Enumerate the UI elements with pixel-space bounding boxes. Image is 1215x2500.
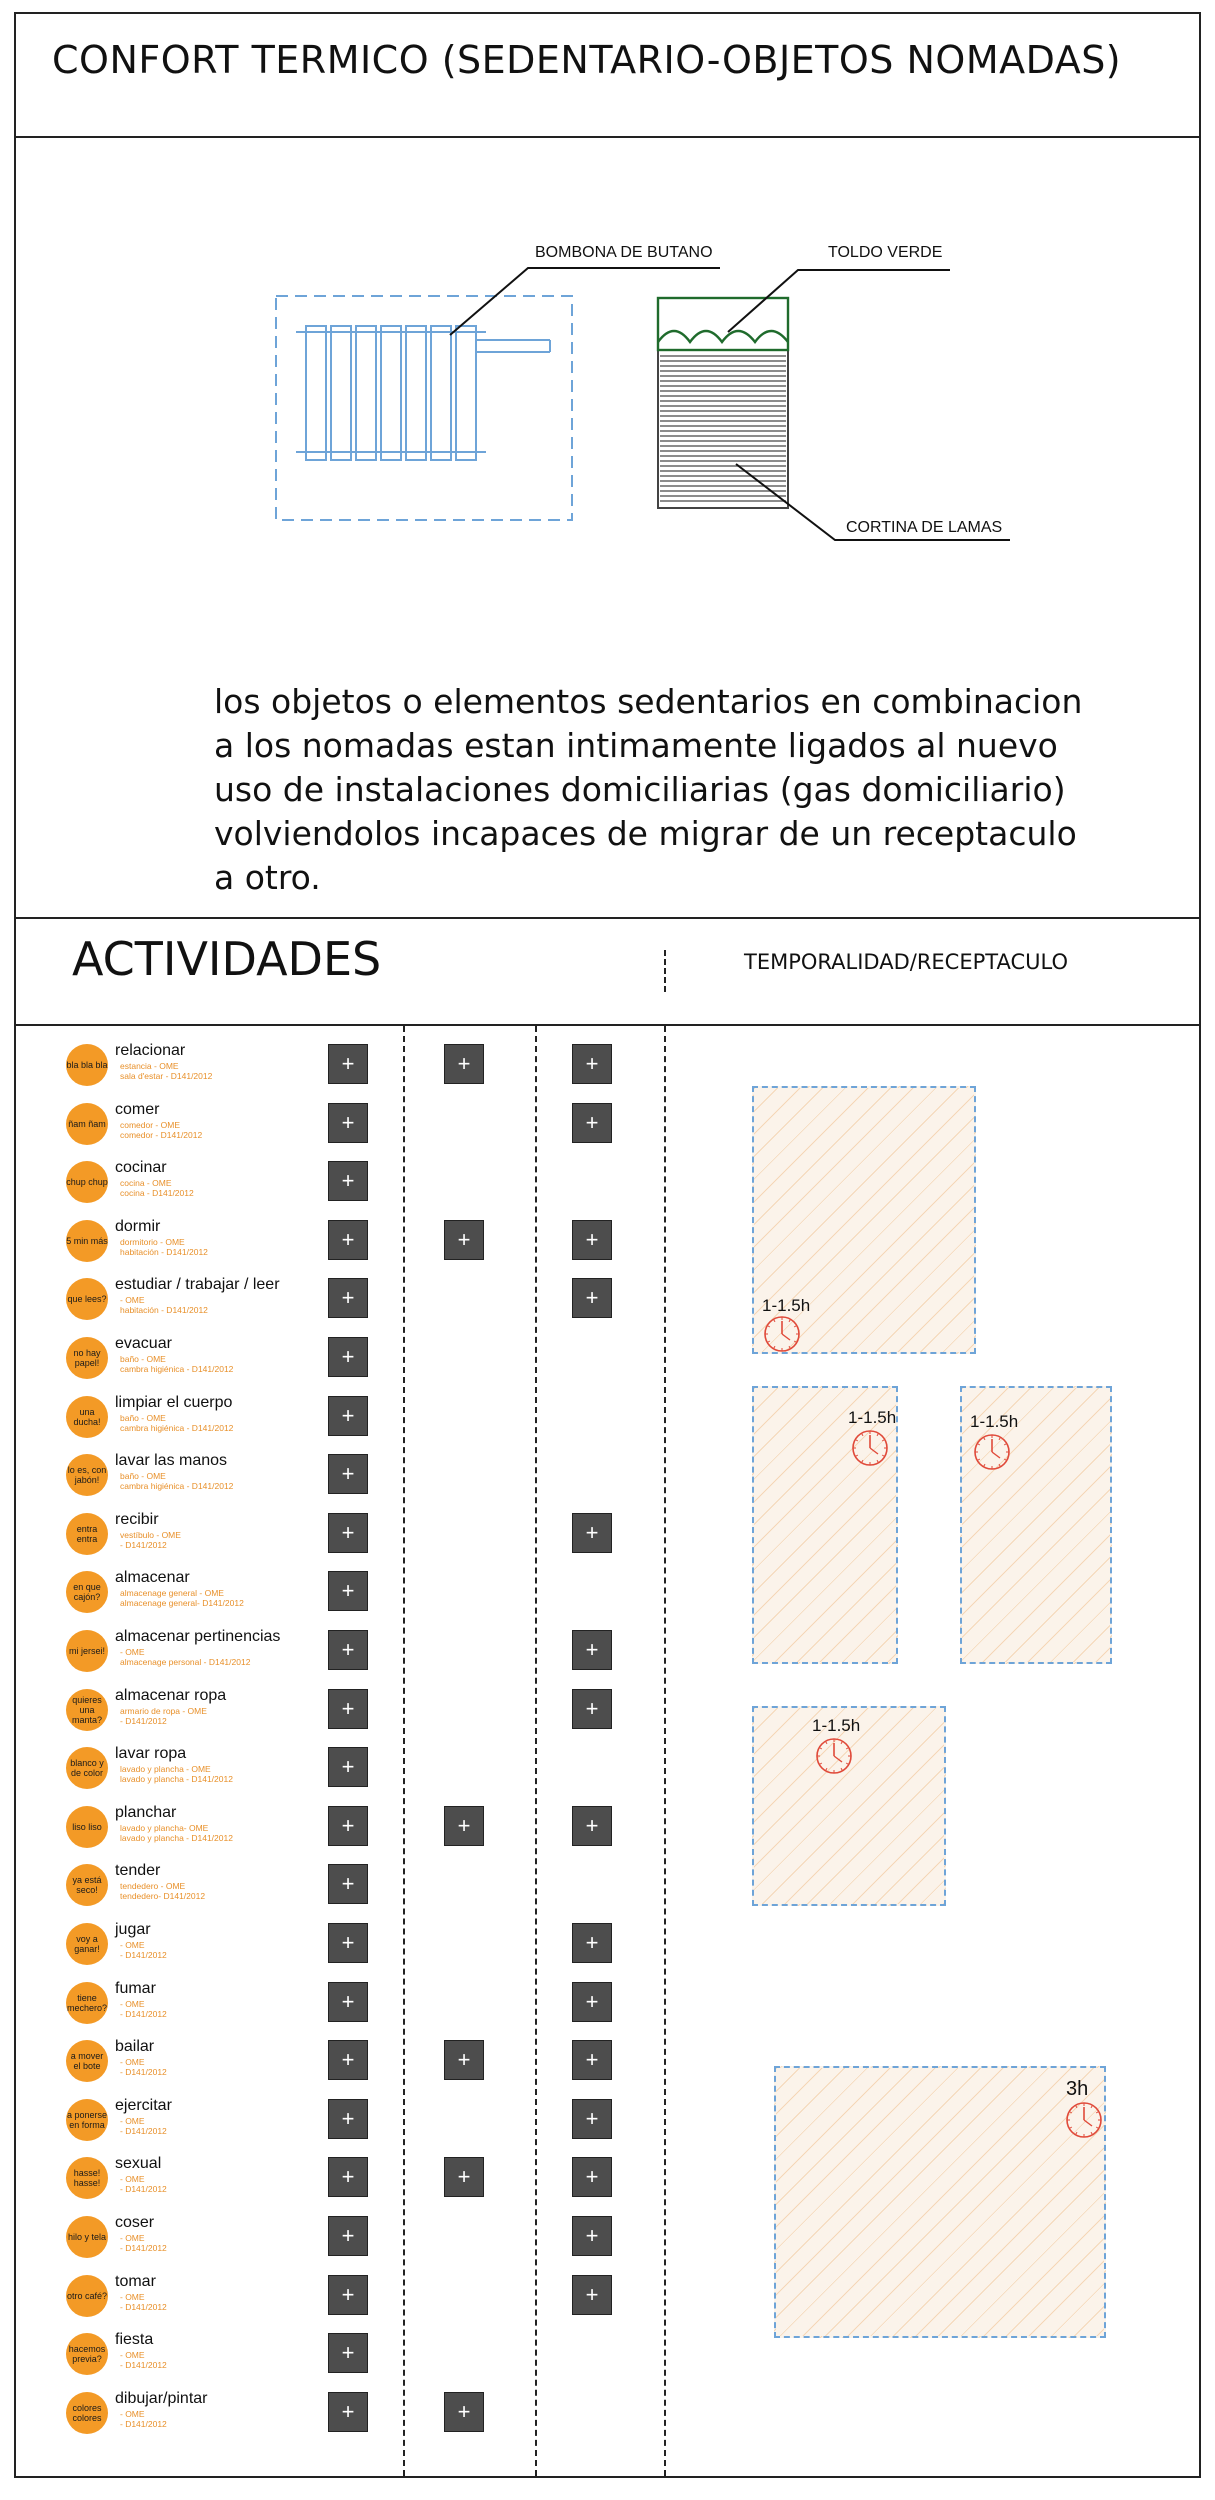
add-button-col-3[interactable]: + — [572, 2216, 612, 2256]
add-button-col-1[interactable]: + — [328, 1806, 368, 1846]
activity-name: evacuar — [115, 1335, 172, 1352]
add-button-col-1[interactable]: + — [328, 2333, 368, 2373]
activity-name: comer — [115, 1101, 160, 1118]
reference-decree: habitación - D141/2012 — [120, 1305, 208, 1315]
reference-decree: cambra higiénica - D141/2012 — [120, 1423, 234, 1433]
speech-bubble-icon: entra entra — [66, 1513, 108, 1555]
reference-ome: - OME — [120, 1940, 145, 1950]
reference-ome: lavado y plancha- OME — [120, 1823, 209, 1833]
add-button-col-1[interactable]: + — [328, 1044, 368, 1084]
activity-name: fiesta — [115, 2331, 154, 2348]
reference-decree: - D141/2012 — [120, 1950, 167, 1960]
add-button-col-3[interactable]: + — [572, 1220, 612, 1260]
reference-decree: lavado y plancha - D141/2012 — [120, 1774, 233, 1784]
add-button-col-2[interactable]: + — [444, 1220, 484, 1260]
activity-name: jugar — [115, 1921, 151, 1938]
clock-icon — [850, 1428, 890, 1468]
reference-decree: - D141/2012 — [120, 2067, 167, 2077]
reference-ome: baño - OME — [120, 1354, 166, 1364]
activity-name: planchar — [115, 1804, 177, 1821]
add-button-col-3[interactable]: + — [572, 1630, 612, 1670]
reference-ome: dormitorio - OME — [120, 1237, 185, 1247]
reference-decree: - D141/2012 — [120, 2302, 167, 2312]
activity-name: estudiar / trabajar / leer — [115, 1276, 280, 1293]
page-title: CONFORT TERMICO (SEDENTARIO-OBJETOS NOMADAS) — [52, 38, 1122, 82]
reference-ome: baño - OME — [120, 1413, 166, 1423]
speech-bubble-icon: no hay papel! — [66, 1337, 108, 1379]
activity-name: tomar — [115, 2273, 156, 2290]
reference-ome: armario de ropa - OME — [120, 1706, 207, 1716]
activity-references — [120, 1881, 205, 1901]
label-toldo-verde: TOLDO VERDE — [828, 244, 943, 261]
activity-references — [120, 1530, 181, 1550]
activity-references — [120, 1940, 167, 1960]
add-button-col-1[interactable]: + — [328, 1161, 368, 1201]
reference-decree: cambra higiénica - D141/2012 — [120, 1364, 234, 1374]
reference-ome: - OME — [120, 2174, 145, 2184]
add-button-col-3[interactable]: + — [572, 2157, 612, 2197]
add-button-col-2[interactable]: + — [444, 1806, 484, 1846]
speech-bubble-icon: 5 min más — [66, 1220, 108, 1262]
add-button-col-1[interactable]: + — [328, 1220, 368, 1260]
reference-decree: - D141/2012 — [120, 2360, 167, 2370]
speech-bubble-icon: ya está seco! — [66, 1864, 108, 1906]
reference-ome: lavado y plancha - OME — [120, 1764, 211, 1774]
label-cortina-lamas: CORTINA DE LAMAS — [846, 519, 1003, 536]
speech-bubble-icon: ñam ñam — [66, 1103, 108, 1145]
activity-references — [120, 1588, 244, 1608]
activity-name: cocinar — [115, 1159, 167, 1176]
reference-ome: - OME — [120, 1647, 145, 1657]
activity-references — [120, 1823, 233, 1843]
speech-bubble-icon: en que cajón? — [66, 1571, 108, 1613]
add-button-col-2[interactable]: + — [444, 2392, 484, 2432]
reference-ome: - OME — [120, 2292, 145, 2302]
add-button-col-2[interactable]: + — [444, 1044, 484, 1084]
activity-name: almacenar pertinencias — [115, 1628, 281, 1645]
activity-references — [120, 1706, 207, 1726]
reference-ome: tendedero - OME — [120, 1881, 186, 1891]
header-divider — [14, 1024, 1201, 1026]
activity-references — [120, 2409, 167, 2429]
reference-ome: - OME — [120, 2233, 145, 2243]
activity-name: sexual — [115, 2155, 162, 2172]
reference-decree: - D141/2012 — [120, 1540, 167, 1550]
add-button-col-3[interactable]: + — [572, 2099, 612, 2139]
activity-name: ejercitar — [115, 2097, 172, 2114]
add-button-col-1[interactable]: + — [328, 1337, 368, 1377]
temporality-heading: TEMPORALIDAD/RECEPTACULO — [744, 950, 1068, 974]
reference-ome: estancia - OME — [120, 1061, 179, 1071]
speech-bubble-icon: blanco y de color — [66, 1747, 108, 1789]
clock-icon — [1064, 2100, 1104, 2140]
clock-icon — [814, 1736, 854, 1776]
butano-heater-icon — [296, 326, 550, 460]
activity-name: almacenar ropa — [115, 1687, 227, 1704]
reference-decree: - D141/2012 — [120, 2184, 167, 2194]
reference-decree: - D141/2012 — [120, 2243, 167, 2253]
reference-ome: - OME — [120, 2116, 145, 2126]
speech-bubble-icon: bla bla bla — [66, 1044, 108, 1086]
add-button-col-1[interactable]: + — [328, 1103, 368, 1143]
reference-decree: - D141/2012 — [120, 2419, 167, 2429]
activity-references — [120, 2116, 167, 2136]
description-paragraph: los objetos o elementos sedentarios en combinacion a los nomadas estan intimamente ligados al nuevo uso de instalaciones domiciliarias (gas domiciliario) volviendolos incapaces de migrar de un receptaculo a otro. — [214, 682, 1083, 897]
add-button-col-3[interactable]: + — [572, 1044, 612, 1084]
speech-bubble-icon: que lees? — [66, 1278, 108, 1320]
add-button-col-1[interactable]: + — [328, 2099, 368, 2139]
activity-references — [120, 1061, 212, 1081]
reference-decree: almacenage general- D141/2012 — [120, 1598, 244, 1608]
add-button-col-1[interactable]: + — [328, 1923, 368, 1963]
activity-references — [120, 1413, 233, 1433]
add-button-col-2[interactable]: + — [444, 2040, 484, 2080]
add-button-col-3[interactable]: + — [572, 1982, 612, 2022]
leader-butano — [450, 268, 720, 335]
activity-references — [120, 1178, 194, 1198]
add-button-col-3[interactable]: + — [572, 1513, 612, 1553]
speech-bubble-icon: tiene mechero? — [66, 1982, 108, 2024]
activity-references — [120, 2292, 167, 2312]
title-divider — [14, 136, 1201, 138]
reference-ome: - OME — [120, 2057, 145, 2067]
add-button-col-1[interactable]: + — [328, 1278, 368, 1318]
activity-name: tender — [115, 1862, 161, 1879]
speech-bubble-icon: mi jersei! — [66, 1630, 108, 1672]
speech-bubble-icon: chup chup — [66, 1161, 108, 1203]
speech-bubble-icon: quieres una manta? — [66, 1689, 108, 1731]
reference-decree: cocina - D141/2012 — [120, 1188, 194, 1198]
add-button-col-1[interactable]: + — [328, 1982, 368, 2022]
activity-references — [120, 2233, 167, 2253]
reference-decree: - D141/2012 — [120, 2126, 167, 2136]
add-button-col-1[interactable]: + — [328, 2275, 368, 2315]
clock-icon — [762, 1314, 802, 1354]
activity-references — [120, 2057, 167, 2077]
activity-name: coser — [115, 2214, 155, 2231]
add-button-col-1[interactable]: + — [328, 1689, 368, 1729]
add-button-col-3[interactable]: + — [572, 1278, 612, 1318]
add-button-col-1[interactable]: + — [328, 1454, 368, 1494]
add-button-col-1[interactable]: + — [328, 1513, 368, 1553]
label-bombona-butano: BOMBONA DE BUTANO — [535, 244, 713, 261]
activity-name: almacenar — [115, 1569, 190, 1586]
reference-decree: - D141/2012 — [120, 2009, 167, 2019]
add-button-col-1[interactable]: + — [328, 1571, 368, 1611]
add-button-col-3[interactable]: + — [572, 2275, 612, 2315]
toldo-verde-icon — [658, 298, 788, 350]
speech-bubble-icon: a ponerse en forma — [66, 2099, 108, 2141]
reference-ome: almacenage general - OME — [120, 1588, 224, 1598]
activity-references — [120, 1237, 208, 1257]
add-button-col-1[interactable]: + — [328, 2392, 368, 2432]
activity-references — [120, 1764, 233, 1784]
add-button-col-3[interactable]: + — [572, 1689, 612, 1729]
clock-icon — [972, 1432, 1012, 1472]
activity-name: lavar las manos — [115, 1452, 228, 1469]
objects-diagram — [250, 220, 1050, 550]
receptacle-zone — [774, 2066, 1106, 2338]
reference-decree: cambra higiénica - D141/2012 — [120, 1481, 234, 1491]
activity-name: relacionar — [115, 1042, 186, 1059]
add-button-col-3[interactable]: + — [572, 2040, 612, 2080]
reference-ome: vestíbulo - OME — [120, 1530, 181, 1540]
add-button-col-3[interactable]: + — [572, 1806, 612, 1846]
activities-heading: ACTIVIDADES — [72, 932, 382, 986]
add-button-col-1[interactable]: + — [328, 2157, 368, 2197]
reference-ome: baño - OME — [120, 1471, 166, 1481]
duration-label: 3h — [1066, 2078, 1089, 2100]
reference-ome: - OME — [120, 1999, 145, 2009]
duration-label: 1-1.5h — [812, 1716, 861, 1735]
speech-bubble-icon: una ducha! — [66, 1396, 108, 1438]
add-button-col-2[interactable]: + — [444, 2157, 484, 2197]
speech-bubble-icon: voy a ganar! — [66, 1923, 108, 1965]
speech-bubble-icon: colores colores — [66, 2392, 108, 2434]
reference-decree: comedor - D141/2012 — [120, 1130, 203, 1140]
add-button-col-1[interactable]: + — [328, 2216, 368, 2256]
speech-bubble-icon: a mover el bote — [66, 2040, 108, 2082]
activity-references — [120, 1295, 208, 1315]
reference-decree: almacenage personal - D141/2012 — [120, 1657, 251, 1667]
activity-references — [120, 1354, 233, 1374]
activity-name: dormir — [115, 1218, 161, 1235]
speech-bubble-icon: hasse! hasse! — [66, 2157, 108, 2199]
reference-ome: cocina - OME — [120, 1178, 172, 1188]
activity-references — [120, 2350, 167, 2370]
column-separator-1 — [403, 1026, 405, 2476]
add-button-col-1[interactable]: + — [328, 2040, 368, 2080]
duration-label: 1-1.5h — [970, 1412, 1019, 1431]
reference-decree: lavado y plancha - D141/2012 — [120, 1833, 233, 1843]
header-dash-separator — [664, 950, 666, 992]
add-button-col-1[interactable]: + — [328, 1396, 368, 1436]
cortina-lamas-icon — [658, 350, 788, 508]
speech-bubble-icon: otro café? — [66, 2275, 108, 2317]
speech-bubble-icon: hilo y tela — [66, 2216, 108, 2258]
activity-references — [120, 1471, 233, 1491]
reference-ome: - OME — [120, 1295, 145, 1305]
leader-toldo — [728, 270, 950, 332]
activity-name: fumar — [115, 1980, 156, 1997]
duration-label: 1-1.5h — [848, 1408, 897, 1427]
reference-ome: - OME — [120, 2409, 145, 2419]
activity-name: bailar — [115, 2038, 155, 2055]
butano-zone — [276, 296, 572, 520]
reference-decree: habitación - D141/2012 — [120, 1247, 208, 1257]
activity-name: limpiar el cuerpo — [115, 1394, 233, 1411]
activity-name: lavar ropa — [115, 1745, 187, 1762]
duration-label: 1-1.5h — [762, 1296, 811, 1315]
add-button-col-1[interactable]: + — [328, 1747, 368, 1787]
section-divider — [14, 917, 1201, 919]
add-button-col-3[interactable]: + — [572, 1923, 612, 1963]
activity-name: dibujar/pintar — [115, 2390, 208, 2407]
activity-references — [120, 2174, 167, 2194]
activity-references — [120, 1120, 202, 1140]
activity-references — [120, 1999, 167, 2019]
reference-ome: comedor - OME — [120, 1120, 180, 1130]
column-separator-3 — [664, 1026, 666, 2476]
column-separator-2 — [535, 1026, 537, 2476]
reference-decree: - D141/2012 — [120, 1716, 167, 1726]
speech-bubble-icon: hacemos previa? — [66, 2333, 108, 2375]
activity-references — [120, 1647, 250, 1667]
add-button-col-3[interactable]: + — [572, 1103, 612, 1143]
reference-ome: - OME — [120, 2350, 145, 2360]
speech-bubble-icon: lo es, con jabón! — [66, 1454, 108, 1496]
add-button-col-1[interactable]: + — [328, 1864, 368, 1904]
speech-bubble-icon: liso liso — [66, 1806, 108, 1848]
reference-decree: sala d'estar - D141/2012 — [120, 1071, 213, 1081]
activity-name: recibir — [115, 1511, 159, 1528]
add-button-col-1[interactable]: + — [328, 1630, 368, 1670]
reference-decree: tendedero- D141/2012 — [120, 1891, 206, 1901]
